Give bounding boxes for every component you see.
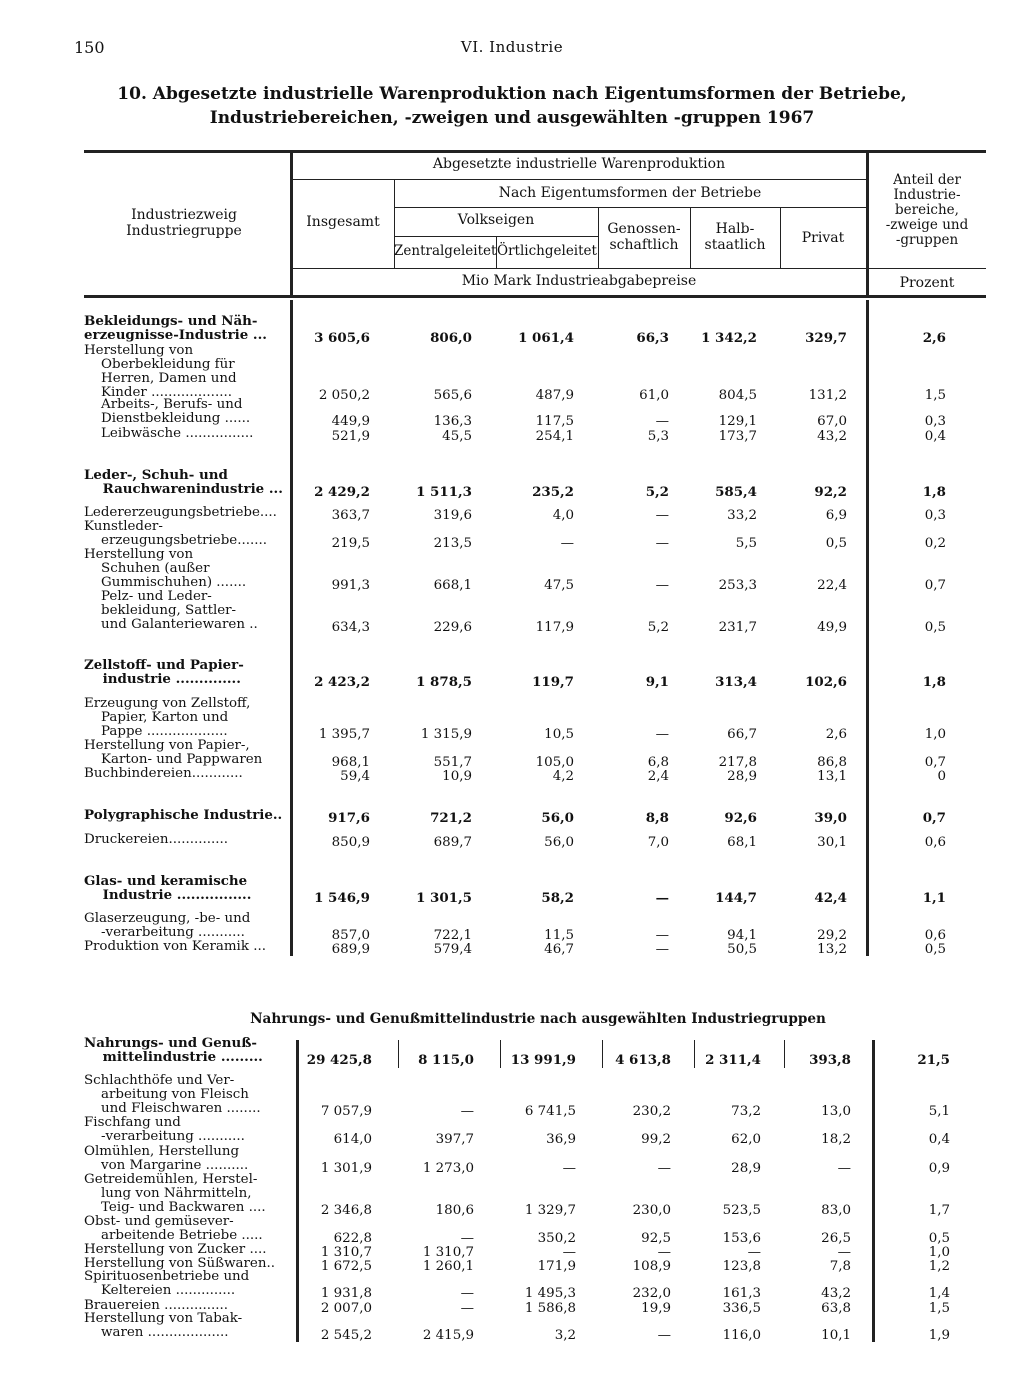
- row-label: Herstellung von Zucker ....: [84, 1243, 267, 1257]
- row-value-col4: —: [655, 578, 669, 593]
- row-value-col3: 36,9: [546, 1132, 576, 1147]
- row-value-col5: 336,5: [722, 1301, 761, 1316]
- row-value-col7: 0,5: [924, 620, 946, 635]
- row-value-col2: 136,3: [433, 414, 472, 429]
- row-value-col6: 131,2: [808, 388, 847, 403]
- row-value-col4: 99,2: [641, 1132, 671, 1147]
- row-value-col1: 634,3: [331, 620, 370, 635]
- row-value-col1: 1 310,7: [320, 1245, 372, 1260]
- row-value-col5: 217,8: [718, 755, 757, 770]
- row-value-col3: —: [562, 1245, 576, 1260]
- row-value-col6: 39,0: [814, 810, 847, 826]
- row-value-col5: 313,4: [715, 674, 757, 690]
- row-value-col1: 689,9: [331, 942, 370, 957]
- row-value-col5: 66,7: [727, 727, 757, 742]
- row-value-col3: —: [560, 536, 574, 551]
- row-label: Produktion von Keramik ...: [84, 940, 266, 954]
- header-rule-4: [292, 268, 986, 269]
- row-value-col4: —: [655, 414, 669, 429]
- food-section-subtitle: Nahrungs- und Genußmittelindustrie nach ausgewählten Industriegruppen: [250, 1011, 826, 1027]
- row-label: Spirituosenbetriebe und Keltereien ..............: [84, 1270, 250, 1298]
- row-value-col5: 585,4: [715, 484, 757, 500]
- row-value-col5: 804,5: [718, 388, 757, 403]
- row-value-col7: 1,2: [928, 1259, 950, 1274]
- row-value-col2: 180,6: [435, 1203, 474, 1218]
- row-value-col6: 329,7: [805, 330, 847, 346]
- row-value-col5: 94,1: [727, 928, 757, 943]
- row-label: Herstellung von Süßwaren..: [84, 1257, 275, 1271]
- row-label: Herstellung von Schuhen (außer Gummischuhen) .......: [84, 548, 247, 590]
- row-value-col5: 523,5: [722, 1203, 761, 1218]
- row-value-col7: 1,1: [922, 890, 946, 906]
- row-value-col6: 13,1: [817, 769, 847, 784]
- row-value-col7: 0,6: [924, 928, 946, 943]
- row-value-col1: 968,1: [331, 755, 370, 770]
- row-value-col7: 0,4: [928, 1132, 950, 1147]
- row-value-col7: 5,1: [928, 1104, 950, 1119]
- header-rule-1: [292, 179, 866, 180]
- row-value-col5: 2 311,4: [705, 1052, 761, 1068]
- row-value-col6: 10,1: [821, 1328, 851, 1343]
- row-value-col4: —: [657, 1328, 671, 1343]
- row-label: Buchbindereien............: [84, 767, 243, 781]
- row-value-col3: 1 495,3: [524, 1286, 576, 1301]
- row-value-col6: 83,0: [821, 1203, 851, 1218]
- row-value-col1: 363,7: [331, 508, 370, 523]
- row-value-col6: 49,9: [817, 620, 847, 635]
- row-value-col6: 29,2: [817, 928, 847, 943]
- row-value-col7: 0,5: [924, 942, 946, 957]
- row-label: Bekleidungs- und Näh- erzeugnisse-Industrie ...: [84, 314, 267, 342]
- row-value-col6: 7,8: [829, 1259, 851, 1274]
- row-value-col4: —: [655, 508, 669, 523]
- row-value-col2: —: [460, 1231, 474, 1246]
- row-value-col3: 117,5: [535, 414, 574, 429]
- row-value-col3: 13 991,9: [510, 1052, 576, 1068]
- page-number: 150: [74, 38, 105, 57]
- row-value-col4: —: [655, 536, 669, 551]
- row-value-col7: 0,6: [924, 835, 946, 850]
- row-value-col4: 4 613,8: [615, 1052, 671, 1068]
- row-value-col3: 254,1: [535, 429, 574, 444]
- row-label: Herstellung von Papier-, Karton- und Pappwaren: [84, 739, 263, 767]
- row-value-col1: 2 545,2: [320, 1328, 372, 1343]
- row-value-col4: 230,0: [632, 1203, 671, 1218]
- row-value-col4: —: [657, 1245, 671, 1260]
- row-value-col1: 2 050,2: [318, 388, 370, 403]
- header-genossen: Genossen- schaftlich: [607, 221, 681, 253]
- row-value-col4: 108,9: [632, 1259, 671, 1274]
- row-value-col7: 0,3: [924, 414, 946, 429]
- row-value-col1: 1 931,8: [320, 1286, 372, 1301]
- row-label: Brauereien ...............: [84, 1299, 229, 1313]
- row-value-col5: 73,2: [731, 1104, 761, 1119]
- row-value-col3: 117,9: [535, 620, 574, 635]
- row-value-col6: 26,5: [821, 1231, 851, 1246]
- header-halb: Halb- staatlich: [704, 221, 766, 253]
- row-value-col3: 47,5: [544, 578, 574, 593]
- row-label: Obst- und gemüsever- arbeitende Betriebe .....: [84, 1215, 263, 1243]
- row-value-col6: —: [837, 1245, 851, 1260]
- row-label: Glas- und keramische Industrie ................: [84, 874, 252, 902]
- row-value-col2: —: [460, 1301, 474, 1316]
- row-value-col5: 253,3: [718, 578, 757, 593]
- row-value-col5: 116,0: [722, 1328, 761, 1343]
- header-unit-pct: Prozent: [899, 275, 955, 291]
- row-label: Nahrungs- und Genuß- mittelindustrie .........: [84, 1036, 263, 1064]
- row-value-col3: 6 741,5: [524, 1104, 576, 1119]
- row-value-col6: 43,2: [817, 429, 847, 444]
- row-value-col6: 18,2: [821, 1132, 851, 1147]
- row-value-col5: 33,2: [727, 508, 757, 523]
- row-value-col2: 1 878,5: [416, 674, 472, 690]
- row-value-col7: 1,7: [928, 1203, 950, 1218]
- row-value-col7: 0,4: [924, 429, 946, 444]
- row-value-col4: 9,1: [645, 674, 669, 690]
- row-value-col1: 917,6: [328, 810, 370, 826]
- row-value-col4: —: [655, 928, 669, 943]
- row-value-col4: 61,0: [639, 388, 669, 403]
- row-label: Pelz- und Leder- bekleidung, Sattler- und Galanteriewaren ..: [101, 590, 258, 632]
- row-label: Arbeits-, Berufs- und Dienstbekleidung ......: [101, 398, 251, 426]
- row-value-col5: 129,1: [718, 414, 757, 429]
- header-bottom-rule: [84, 295, 986, 298]
- row-value-col4: 5,3: [647, 429, 669, 444]
- row-value-col4: —: [655, 727, 669, 742]
- row-value-col5: 1 342,2: [701, 330, 757, 346]
- row-label: Ölmühlen, Herstellung von Margarine ..........: [84, 1145, 249, 1173]
- row-value-col7: 0,7: [922, 810, 946, 826]
- row-value-col1: 2 007,0: [320, 1301, 372, 1316]
- row-value-col4: 230,2: [632, 1104, 671, 1119]
- row-value-col5: 123,8: [722, 1259, 761, 1274]
- row-value-col3: 4,2: [552, 769, 574, 784]
- row-value-col4: 19,9: [641, 1301, 671, 1316]
- row-value-col7: 1,9: [928, 1328, 950, 1343]
- row-value-col6: 0,5: [825, 536, 847, 551]
- row-value-col1: 3 605,6: [314, 330, 370, 346]
- row-value-col4: 8,8: [645, 810, 669, 826]
- row-value-col2: —: [460, 1104, 474, 1119]
- row-value-col2: 1 511,3: [416, 484, 472, 500]
- row-value-col3: 119,7: [532, 674, 574, 690]
- row-label: Kunstleder- erzeugungsbetriebe.......: [84, 520, 267, 548]
- row-value-col4: —: [657, 1161, 671, 1176]
- row-value-col7: 0,7: [924, 755, 946, 770]
- row-value-col4: 92,5: [641, 1231, 671, 1246]
- row-value-col3: 1 329,7: [524, 1203, 576, 1218]
- row-value-col7: 1,8: [922, 484, 946, 500]
- row-value-col2: 722,1: [433, 928, 472, 943]
- row-value-col6: 63,8: [821, 1301, 851, 1316]
- row-value-col4: 6,8: [647, 755, 669, 770]
- row-value-col7: 1,5: [928, 1301, 950, 1316]
- row-value-col1: 2 429,2: [314, 484, 370, 500]
- row-value-col1: 614,0: [333, 1132, 372, 1147]
- row-value-col2: 551,7: [433, 755, 472, 770]
- row-value-col6: —: [837, 1161, 851, 1176]
- row-value-col2: 1 310,7: [422, 1245, 474, 1260]
- row-value-col3: 1 061,4: [518, 330, 574, 346]
- row-value-col5: 28,9: [731, 1161, 761, 1176]
- row-value-col7: 1,0: [924, 727, 946, 742]
- row-value-col6: 92,2: [814, 484, 847, 500]
- row-value-col4: 5,2: [645, 484, 669, 500]
- section-heading: VI. Industrie: [460, 38, 564, 56]
- row-value-col6: 30,1: [817, 835, 847, 850]
- row-value-col6: 13,2: [817, 942, 847, 957]
- row-value-col5: 50,5: [727, 942, 757, 957]
- row-value-col2: 1 273,0: [422, 1161, 474, 1176]
- row-value-col3: 58,2: [541, 890, 574, 906]
- row-value-col6: 22,4: [817, 578, 847, 593]
- row-value-col4: 5,2: [647, 620, 669, 635]
- row-value-col5: 28,9: [727, 769, 757, 784]
- row-value-col6: 86,8: [817, 755, 847, 770]
- header-oertlich: Örtlichgeleitet: [497, 243, 597, 259]
- row-value-col1: 2 423,2: [314, 674, 370, 690]
- row-value-col3: 10,5: [544, 727, 574, 742]
- row-label: Polygraphische Industrie..: [84, 808, 283, 822]
- row-value-col7: 1,0: [928, 1245, 950, 1260]
- row-label: Fischfang und -verarbeitung ...........: [84, 1116, 245, 1144]
- row-label: Leder-, Schuh- und Rauchwarenindustrie ...: [84, 468, 283, 496]
- row-value-col1: 991,3: [331, 578, 370, 593]
- row-value-col7: 2,6: [922, 330, 946, 346]
- row-value-col5: 173,7: [718, 429, 757, 444]
- row-value-col3: 46,7: [544, 942, 574, 957]
- row-value-col7: 0: [937, 769, 946, 784]
- row-value-col2: 689,7: [433, 835, 472, 850]
- row-value-col2: 2 415,9: [422, 1328, 474, 1343]
- row-value-col1: 449,9: [331, 414, 370, 429]
- row-value-col4: 7,0: [647, 835, 669, 850]
- header-unit-mio: Mio Mark Industrieabgabepreise: [461, 273, 697, 289]
- row-value-col2: 565,6: [433, 388, 472, 403]
- header-volkseigen: Volkseigen: [457, 212, 535, 228]
- row-value-col4: 2,4: [647, 769, 669, 784]
- row-value-col6: 42,4: [814, 890, 847, 906]
- row-value-col3: 3,2: [554, 1328, 576, 1343]
- row-value-col5: 5,5: [735, 536, 757, 551]
- row-label: Druckereien..............: [84, 833, 229, 847]
- row-value-col4: 232,0: [632, 1286, 671, 1301]
- row-value-col1: 1 672,5: [320, 1259, 372, 1274]
- row-value-col7: 1,5: [924, 388, 946, 403]
- row-value-col1: 1 395,7: [318, 727, 370, 742]
- row-value-col1: 850,9: [331, 835, 370, 850]
- row-label: Getreidemühlen, Herstel- lung von Nährmitteln, Teig- und Backwaren ....: [84, 1173, 266, 1215]
- row-value-col1: 857,0: [331, 928, 370, 943]
- row-label: Schlachthöfe und Ver- arbeitung von Fleisch und Fleischwaren ........: [84, 1074, 261, 1116]
- header-anteil: Anteil der Industrie- bereiche, -zweige und -gruppen: [885, 172, 969, 248]
- row-value-col2: 319,6: [433, 508, 472, 523]
- row-value-col3: 105,0: [535, 755, 574, 770]
- row-value-col7: 0,2: [924, 536, 946, 551]
- header-production: Abgesetzte industrielle Warenproduktion: [432, 156, 726, 172]
- row-value-col6: 13,0: [821, 1104, 851, 1119]
- row-value-col2: 229,6: [433, 620, 472, 635]
- row-value-col5: 144,7: [715, 890, 757, 906]
- row-label: Glaserzeugung, -be- und -verarbeitung ...........: [84, 912, 251, 940]
- row-value-col3: 11,5: [544, 928, 574, 943]
- row-value-col5: 68,1: [727, 835, 757, 850]
- row-value-col3: 56,0: [544, 835, 574, 850]
- row-value-col1: 1 546,9: [314, 890, 370, 906]
- row-value-col7: 21,5: [917, 1052, 950, 1068]
- row-value-col3: 56,0: [541, 810, 574, 826]
- row-label: Herstellung von Tabak- waren ...................: [84, 1312, 243, 1340]
- header-zentral: Zentralgeleitet: [394, 243, 497, 259]
- row-value-col7: 0,7: [924, 578, 946, 593]
- row-value-col6: 67,0: [817, 414, 847, 429]
- row-value-col6: 2,6: [825, 727, 847, 742]
- row-value-col2: 1 315,9: [420, 727, 472, 742]
- row-value-col4: —: [655, 890, 669, 906]
- row-value-col2: 8 115,0: [418, 1052, 474, 1068]
- row-value-col3: 235,2: [532, 484, 574, 500]
- row-value-col2: 668,1: [433, 578, 472, 593]
- row-value-col5: 161,3: [722, 1286, 761, 1301]
- table-title-line2: Industriebereichen, -zweigen und ausgewählten -gruppen 1967: [209, 108, 815, 128]
- row-value-col6: 43,2: [821, 1286, 851, 1301]
- row-value-col5: 62,0: [731, 1132, 761, 1147]
- row-value-col5: 153,6: [722, 1231, 761, 1246]
- row-value-col1: 219,5: [331, 536, 370, 551]
- row-value-col4: 66,3: [636, 330, 669, 346]
- row-value-col2: 213,5: [433, 536, 472, 551]
- row-value-col2: 397,7: [435, 1132, 474, 1147]
- header-privat: Privat: [801, 230, 845, 246]
- row-value-col5: —: [747, 1245, 761, 1260]
- row-value-col7: 1,4: [928, 1286, 950, 1301]
- row-value-col2: 10,9: [442, 769, 472, 784]
- row-value-col6: 393,8: [809, 1052, 851, 1068]
- row-value-col3: 350,2: [537, 1231, 576, 1246]
- header-insgesamt: Insgesamt: [306, 214, 380, 230]
- row-value-col6: 102,6: [805, 674, 847, 690]
- row-value-col2: 1 260,1: [422, 1259, 474, 1274]
- row-value-col7: 0,3: [924, 508, 946, 523]
- row-value-col5: 92,6: [724, 810, 757, 826]
- row-value-col1: 29 425,8: [306, 1052, 372, 1068]
- row-value-col7: 0,9: [928, 1161, 950, 1176]
- table-title-line1: 10. Abgesetzte industrielle Warenproduktion nach Eigentumsformen der Betriebe,: [117, 84, 907, 104]
- row-label: Leibwäsche ................: [84, 427, 254, 441]
- row-label: Ledererzeugungsbetriebe....: [84, 506, 277, 520]
- top-rule: [84, 150, 986, 153]
- row-value-col5: 231,7: [718, 620, 757, 635]
- row-value-col3: 4,0: [552, 508, 574, 523]
- row-label: Zellstoff- und Papier- industrie ..............: [84, 658, 244, 686]
- row-value-col3: 171,9: [537, 1259, 576, 1274]
- header-rule-2: [394, 207, 866, 208]
- row-value-col3: 1 586,8: [524, 1301, 576, 1316]
- row-value-col3: 487,9: [535, 388, 574, 403]
- row-value-col2: 579,4: [433, 942, 472, 957]
- row-value-col1: 622,8: [333, 1231, 372, 1246]
- row-label: Erzeugung von Zellstoff, Papier, Karton und Pappe ...................: [84, 697, 251, 739]
- row-value-col4: —: [655, 942, 669, 957]
- row-value-col7: 0,5: [928, 1231, 950, 1246]
- row-value-col1: 59,4: [340, 769, 370, 784]
- row-value-col7: 1,8: [922, 674, 946, 690]
- row-value-col1: 2 346,8: [320, 1203, 372, 1218]
- row-value-col2: 721,2: [430, 810, 472, 826]
- row-value-col6: 6,9: [825, 508, 847, 523]
- header-by-ownership: Nach Eigentumsformen der Betriebe: [498, 185, 762, 201]
- header-industry: Industriezweig Industriegruppe: [126, 207, 242, 239]
- row-value-col2: —: [460, 1286, 474, 1301]
- row-label: Herstellung von Oberbekleidung für Herren, Damen und Kinder ...................: [84, 344, 237, 400]
- row-value-col2: 45,5: [442, 429, 472, 444]
- row-value-col3: —: [562, 1161, 576, 1176]
- row-value-col1: 1 301,9: [320, 1161, 372, 1176]
- row-value-col2: 806,0: [430, 330, 472, 346]
- row-value-col1: 521,9: [331, 429, 370, 444]
- row-value-col2: 1 301,5: [416, 890, 472, 906]
- row-value-col1: 7 057,9: [320, 1104, 372, 1119]
